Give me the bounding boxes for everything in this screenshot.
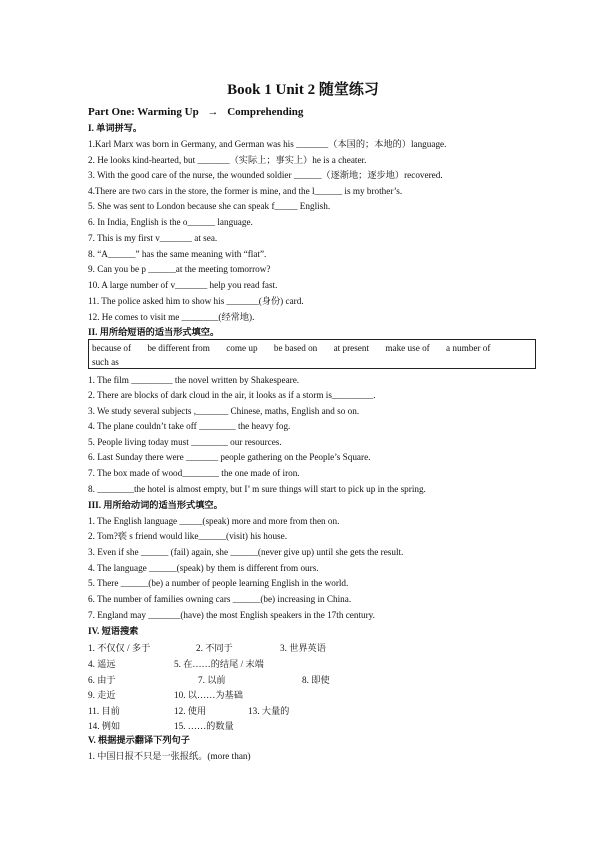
s1-item: 12. He comes to visit me ________(经常地).	[88, 312, 255, 322]
arrow-right-icon: →	[207, 106, 219, 118]
s2-item: 1. The film _________ the novel written by Shakespeare.	[88, 375, 300, 385]
part-one-right: Comprehending	[227, 106, 304, 118]
phrase-item: 13. 大量的	[248, 706, 290, 716]
phrase-item: 6. 由于	[88, 675, 116, 685]
s2-item: 2. There are blocks of dark cloud in the air, it looks as if a storm is_________.	[88, 390, 376, 400]
phrase-item: 15. ……的数量	[174, 721, 234, 731]
s3-item: 1. The English language _____(speak) more and more from then on.	[88, 516, 340, 526]
s1-item: 10. A large number of v_______ help you read fast.	[88, 280, 278, 290]
s2-item: 6. Last Sunday there were _______ people gathering on the People’s Square.	[88, 452, 371, 462]
section-4-heading: IV. 短语搜索	[88, 626, 139, 636]
s1-item: 8. “A______” has the same meaning with “flat”.	[88, 249, 267, 259]
s1-item: 2. He looks kind-hearted, but _______（实际上；事实上）he is a cheater.	[88, 155, 367, 165]
phrase-item: 5. 在……的结尾 / 末端	[174, 659, 264, 669]
section-5-heading: V. 根据提示翻译下列句子	[88, 735, 190, 745]
section-1-heading: I. 单词拼写。	[88, 123, 143, 133]
phrase-item: 11. 目前	[88, 706, 120, 716]
phrase-item: 10. 以……为基础	[174, 690, 243, 700]
phrase-item: 7. 以前	[198, 675, 226, 685]
phrase-item: 8. 即使	[302, 675, 330, 685]
phrase-item: 4. 遥远	[88, 659, 116, 669]
phrase-item: 14. 例如	[88, 721, 121, 731]
s3-item: 7. England may _______(have) the most English speakers in the 17th century.	[88, 610, 375, 620]
s2-item: 7. The box made of wood________ the one made of iron.	[88, 468, 300, 478]
phrase-option: come up	[226, 343, 258, 353]
phrase-option: a number of	[446, 343, 491, 353]
phrase-item: 2. 不同于	[196, 643, 233, 653]
s3-item: 6. The number of families owning cars ______(be) increasing in China.	[88, 594, 352, 604]
s2-item: 4. The plane couldn’t take off ________ the heavy fog.	[88, 421, 291, 431]
s3-item: 4. The language ______(speak) by them is different from ours.	[88, 563, 319, 573]
s2-item: 8. ________the hotel is almost empty, but I’ m sure things will start to pick up in the spring.	[88, 484, 426, 494]
section-3-heading: III. 用所给动词的适当形式填空。	[88, 500, 223, 510]
s3-item: 5. There ______(be) a number of people learning English in the world.	[88, 578, 349, 588]
s1-item: 11. The police asked him to show his _______(身份) card.	[88, 296, 304, 306]
s2-item: 3. We study several subjects ,_______ Chinese, maths, English and so on.	[88, 406, 360, 416]
phrase-item: 3. 世界英语	[280, 643, 326, 653]
phrase-option: make use of	[385, 343, 430, 353]
s3-item: 3. Even if she ______ (fail) again, she ______(never give up) until she gets the result.	[88, 547, 404, 557]
s1-item: 6. In India, English is the o______ language.	[88, 217, 253, 227]
s1-item: 4.There are two cars in the store, the former is mine, and the l______ is my brother’s.	[88, 186, 403, 196]
phrase-item: 9. 走近	[88, 690, 116, 700]
phrase-option: be different from	[147, 343, 210, 353]
s1-item: 1.Karl Marx was born in Germany, and German was his _______（本国的；本地的）language.	[88, 139, 447, 149]
s1-item: 5. She was sent to London because she can speak f_____ English.	[88, 201, 331, 211]
s1-item: 3. With the good care of the nurse, the wounded soldier ______（逐渐地；逐步地）recovered.	[88, 170, 443, 180]
phrase-option: because of	[92, 343, 132, 353]
phrase-item: 1. 不仅仅 / 多于	[88, 643, 151, 653]
phrase-option: at present	[333, 343, 370, 353]
section-2-heading: II. 用所给短语的适当形式填空。	[88, 327, 220, 337]
part-one-left: Part One: Warming Up	[88, 106, 199, 118]
phrase-option: such as	[92, 357, 119, 367]
part-one-heading	[88, 106, 303, 118]
page-title: Book 1 Unit 2 随堂练习	[227, 82, 379, 98]
phrase-option: be based on	[273, 343, 318, 353]
s3-item: 2. Tom?亵 s friend would like______(visit) his house.	[88, 531, 287, 541]
s5-item: 1. 中国日报不只是一张报纸。(more than)	[88, 751, 251, 761]
phrase-item: 12. 使用	[174, 706, 207, 716]
s1-item: 9. Can you be p ______at the meeting tomorrow?	[88, 264, 271, 274]
s2-item: 5. People living today must ________ our resources.	[88, 437, 282, 447]
s1-item: 7. This is my first v_______ at sea.	[88, 233, 218, 243]
phrase-box	[88, 339, 536, 369]
